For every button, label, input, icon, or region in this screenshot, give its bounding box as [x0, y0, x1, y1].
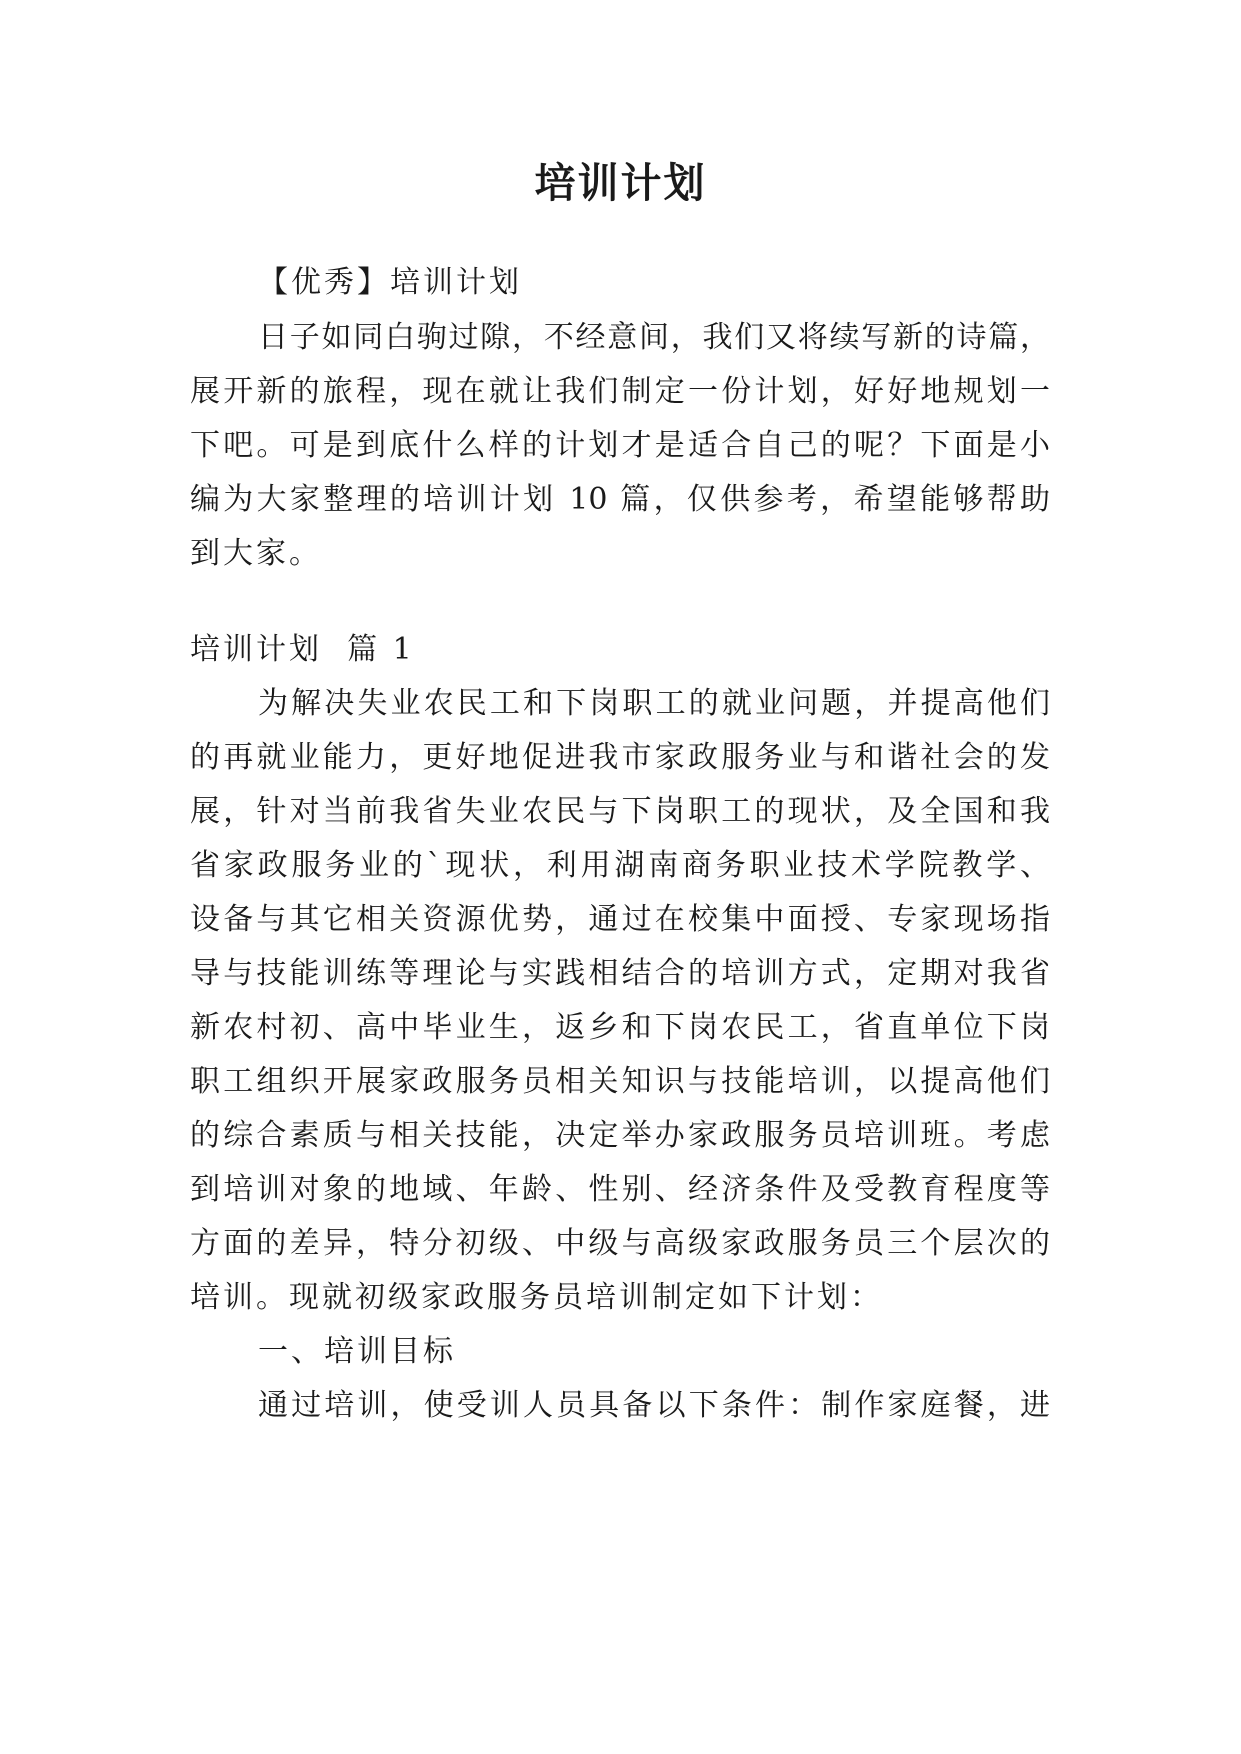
body-line: 展，针对当前我省失业农民与下岗职工的现状，及全国和我: [190, 794, 1050, 829]
body-line: 职工组织开展家政服务员相关知识与技能培训，以提高他们: [190, 1064, 1050, 1099]
body-line: 为解决失业农民工和下岗职工的就业问题，并提高他们: [258, 686, 1050, 721]
intro-line: 编为大家整理的培训计划 10 篇，仅供参考，希望能够帮助: [190, 482, 1050, 517]
body-line: 导与技能训练等理论与实践相结合的培训方式，定期对我省: [190, 956, 1050, 991]
body-line-last: 通过培训，使受训人员具备以下条件：制作家庭餐，进: [258, 1388, 1050, 1423]
intro-line: 到大家。: [190, 536, 322, 571]
item-heading: 一、培训目标: [258, 1334, 456, 1369]
section-heading: 培训计划 篇 1: [190, 632, 415, 667]
intro-line: 展开新的旅程，现在就让我们制定一份计划，好好地规划一: [190, 374, 1050, 409]
body-line: 培训。现就初级家政服务员培训制定如下计划：: [190, 1280, 883, 1315]
body-line: 省家政服务业的`现状，利用湖南商务职业技术学院教学、: [190, 848, 1050, 883]
intro-line: 下吧。可是到底什么样的计划才是适合自己的呢？下面是小: [190, 428, 1050, 463]
document-subtitle: 【优秀】培训计划: [258, 265, 522, 300]
intro-line: 日子如同白驹过隙，不经意间，我们又将续写新的诗篇，: [258, 320, 1050, 355]
body-line: 新农村初、高中毕业生，返乡和下岗农民工，省直单位下岗: [190, 1010, 1050, 1045]
body-line: 的综合素质与相关技能，决定举办家政服务员培训班。考虑: [190, 1118, 1050, 1153]
body-line: 方面的差异，特分初级、中级与高级家政服务员三个层次的: [190, 1226, 1050, 1261]
body-line: 设备与其它相关资源优势，通过在校集中面授、专家现场指: [190, 902, 1050, 937]
document-title: 培训计划: [534, 159, 707, 207]
body-line: 的再就业能力，更好地促进我市家政服务业与和谐社会的发: [190, 740, 1050, 775]
body-line: 到培训对象的地域、年龄、性别、经济条件及受教育程度等: [190, 1172, 1050, 1207]
